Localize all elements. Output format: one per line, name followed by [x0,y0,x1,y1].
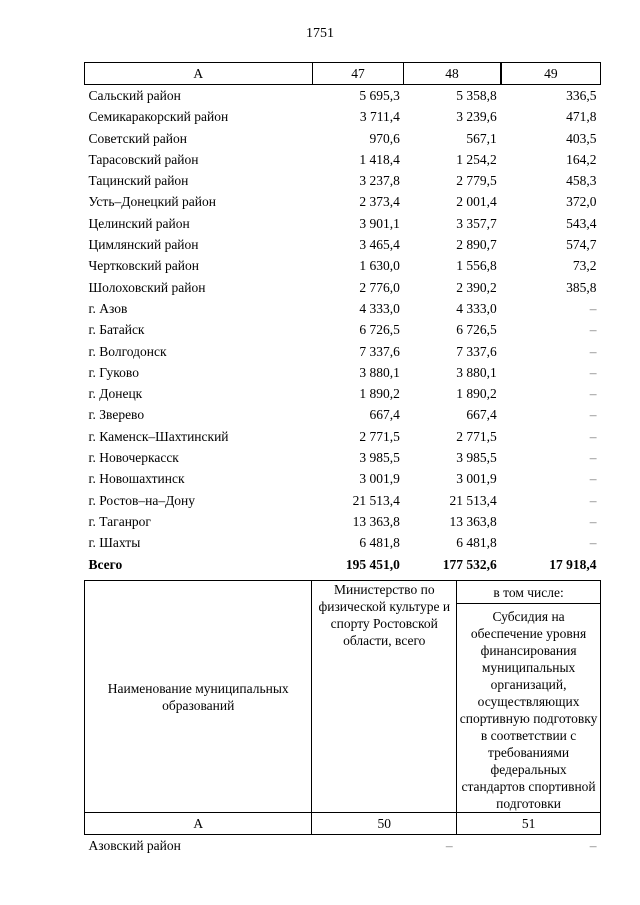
municipality-name: г. Волгодонск [88,343,167,359]
total-value: 2 776,0 [359,279,400,295]
ministry-total-header: Министерство по физической культуре и спорту Ростовской области, всего [312,581,457,813]
table-row [85,128,601,149]
municipality-name: Советский район [88,130,187,146]
table-row [85,835,601,857]
total-value: 3 985,5 [359,450,400,466]
municipality-name: Шолоховский район [88,279,206,295]
total-value: 3 711,4 [359,109,400,125]
municipality-name: Тарасовский район [88,151,199,167]
total-value: 3 880,1 [359,364,400,380]
table-row [85,85,601,107]
col-48-value: 7 337,6 [456,343,497,359]
col-48-value: 4 333,0 [456,300,497,316]
table-row [85,404,601,425]
municipality-name: Всего [88,556,123,572]
col-48-value: 1 890,2 [456,386,497,402]
total-value: 3 237,8 [359,173,400,189]
total-value: 3 901,1 [359,215,400,231]
col-49-value: – [589,471,597,487]
total-value: 4 333,0 [359,300,400,316]
municipality-name: Чертковский район [88,258,199,274]
col-49-value: 458,3 [566,173,597,189]
total-value: 6 726,5 [359,322,400,338]
municipality-name: г. Батайск [88,322,145,338]
total-value: 1 418,4 [359,151,400,167]
col-48-value: 2 890,7 [456,237,497,253]
col-49-value: – [589,322,597,338]
table-row [85,277,601,298]
total-value: 13 363,8 [352,513,400,529]
col-49-value: 73,2 [572,258,597,274]
ministry-total-value: – [445,838,453,853]
col-48-value: 2 771,5 [456,428,497,444]
col-48-value: 177 532,6 [442,556,497,572]
table-row [85,298,601,319]
table-row [85,511,601,532]
table-row [85,106,601,127]
col-49-value: 574,7 [566,237,597,253]
municipality-name: г. Ростов–на–Дону [88,492,196,508]
subsidy-value: – [589,838,597,853]
municipality-name: г. Азов [88,300,128,316]
table-row [85,191,601,212]
header-col-a: А [85,63,313,85]
total-value: 21 513,4 [352,492,400,508]
col-49-value: – [589,535,597,551]
table-row [85,213,601,234]
page-number: 1751 [306,26,334,41]
col-49-value: 403,5 [566,130,597,146]
municipality-name: г. Гуково [88,364,139,380]
col-48-value: 6 726,5 [456,322,497,338]
table-row [85,170,601,191]
total-value: 3 465,4 [359,237,400,253]
col-48-value: 3 357,7 [456,215,497,231]
col-48-value: 567,1 [466,130,497,146]
col-49-value: – [589,343,597,359]
col-48-value: 2 001,4 [456,194,497,210]
table-row [85,490,601,511]
header-col-49: 49 [501,63,601,85]
municipality-name-header: Наименование муниципальных образований [85,581,312,813]
col-49-value: – [589,386,597,402]
col-48-value: 13 363,8 [449,513,497,529]
municipality-name: Сальский район [88,88,181,103]
col-48-value: 6 481,8 [456,535,497,551]
col-48-value: 5 358,8 [456,88,497,103]
col-48-value: 21 513,4 [449,492,497,508]
total-value: 970,6 [369,130,400,146]
col-48-value: 1 254,2 [456,151,497,167]
municipality-name: г. Каменск–Шахтинский [88,428,229,444]
col-49-value: 336,5 [566,88,597,103]
col-49-value: 164,2 [566,151,597,167]
col-49-value: – [589,492,597,508]
total-value: 2 771,5 [359,428,400,444]
municipality-name: г. Зверево [88,407,145,423]
total-value: 1 630,0 [359,258,400,274]
total-value: 1 890,2 [359,386,400,402]
total-value: 7 337,6 [359,343,400,359]
table-row [85,319,601,340]
col-48-value: 2 390,2 [456,279,497,295]
label-col-51: 51 [457,813,601,835]
including-header: в том числе: [457,581,601,604]
col-48-value: 3 985,5 [456,450,497,466]
total-value: 5 695,3 [359,88,400,103]
subsidy-header: Субсидия на обеспечение уровня финансирования муниципальных организаций, осуществляющих спортивную подготовку в соответствии с требованиями федеральных стандартов спортивной подготовки [457,604,601,813]
col-49-value: 17 918,4 [549,556,597,572]
total-value: 2 373,4 [359,194,400,210]
col-49-value: – [589,300,597,316]
municipality-name: Семикаракорский район [88,109,229,125]
col-48-value: 3 001,9 [456,471,497,487]
col-48-value: 2 779,5 [456,173,497,189]
col-48-value: 3 239,6 [456,109,497,125]
municipality-name: г. Шахты [88,535,141,551]
table-row [85,468,601,489]
total-value: 3 001,9 [359,471,400,487]
col-49-value: 385,8 [566,279,597,295]
table-row [85,255,601,276]
column-number-header-row [85,63,601,85]
table-row [85,383,601,404]
label-col-50: 50 [312,813,457,835]
table-row [85,341,601,362]
total-value: 667,4 [369,407,400,423]
municipality-name: г. Новошахтинск [88,471,185,487]
municipality-name: Целинский район [88,215,190,231]
municipality-name: г. Донецк [88,386,143,402]
col-48-value: 1 556,8 [456,258,497,274]
label-col-a: А [85,813,312,835]
col-49-value: – [589,450,597,466]
col-49-value: 543,4 [566,215,597,231]
col-48-value: 667,4 [466,407,497,423]
column-number-label-row [85,813,601,835]
table-row [85,149,601,170]
col-49-value: – [589,513,597,529]
table-row [85,426,601,447]
municipality-name: Усть–Донецкий район [88,194,216,210]
funding-table-continued [84,62,601,575]
table-row [85,234,601,255]
municipality-name: Азовский район [88,838,181,853]
municipality-name: г. Таганрог [88,513,151,529]
col-48-value: 3 880,1 [456,364,497,380]
total-row [85,554,601,575]
municipality-name: Цимлянский район [88,237,199,253]
table-row [85,447,601,468]
header-col-47: 47 [312,63,404,85]
table-row [85,532,601,553]
col-49-value: – [589,428,597,444]
col-49-value: 372,0 [566,194,597,210]
table-row [85,362,601,383]
col-49-value: 471,8 [566,109,597,125]
col-49-value: – [589,407,597,423]
sports-ministry-table [84,580,601,856]
municipality-name: Тацинский район [88,173,189,189]
total-value: 6 481,8 [359,535,400,551]
municipality-name: г. Новочеркасск [88,450,179,466]
col-49-value: – [589,364,597,380]
total-value: 195 451,0 [345,556,400,572]
header-col-48: 48 [404,63,501,85]
